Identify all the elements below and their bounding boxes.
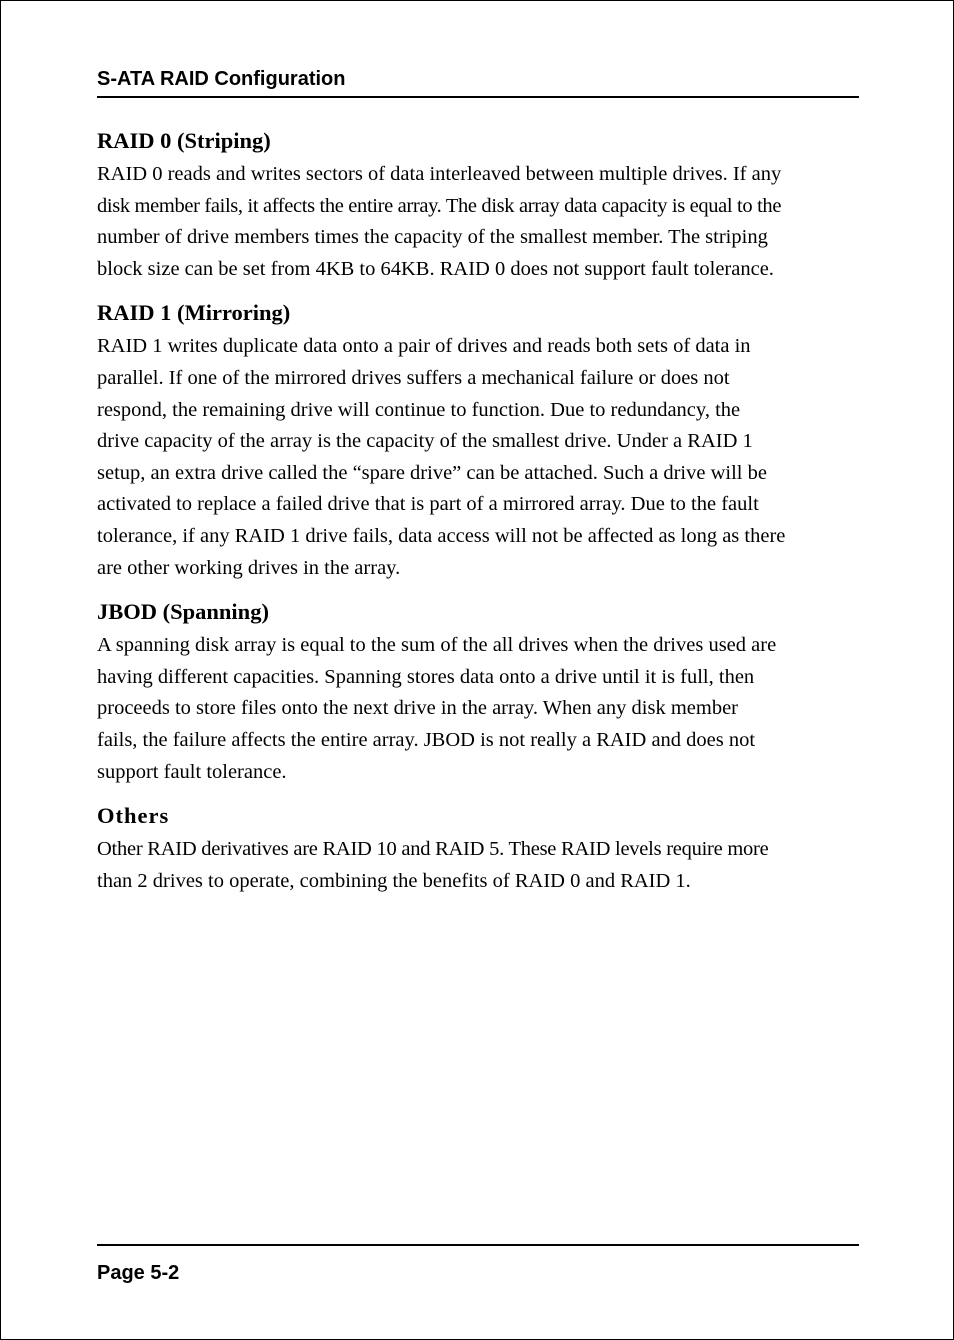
body-line: than 2 drives to operate, combining the benefits of RAID 0 and RAID 1. [97,869,691,892]
section-raid0 [97,125,859,285]
section-body [97,834,859,897]
section-heading: RAID 0 (Striping) [97,128,271,153]
body-line: activated to replace a failed drive that is part of a mirrored array. Due to the fault [97,493,759,516]
body-line: parallel. If one of the mirrored drives suffers a mechanical failure or does not [97,366,730,389]
body-line: having different capacities. Spanning stores data onto a drive until it is full, then [97,665,755,688]
body-line: tolerance, if any RAID 1 drive fails, data access will not be affected as long as there [97,524,786,547]
body-line: number of drive members times the capacity of the smallest member. The striping [97,226,768,249]
body-line: respond, the remaining drive will continue to function. Due to redundancy, the [97,398,741,421]
body-line: A spanning disk array is equal to the sum of the all drives when the drives used are [97,634,777,657]
body-line: are other working drives in the array. [97,556,401,579]
section-heading: RAID 1 (Mirroring) [97,300,291,326]
footer-divider [97,1244,859,1246]
body-line: RAID 1 writes duplicate data onto a pair of drives and reads both sets of data in [97,335,751,358]
body-line: support fault tolerance. [97,760,287,783]
body-line: proceeds to store files onto the next drive in the array. When any disk member [97,697,738,720]
page-header-title: S-ATA RAID Configuration [97,68,346,90]
body-line: disk member fails, it affects the entire array. The disk array data capacity is equal to the [97,194,782,217]
section-body [97,159,859,285]
section-heading: JBOD (Spanning) [97,599,269,625]
header-divider [97,96,859,98]
body-line: setup, an extra drive called the “spare drive” can be attached. Such a drive will be [97,461,767,484]
section-jbod [97,596,859,788]
page-number: Page 5-2 [97,1262,180,1284]
section-heading: Others [97,803,170,829]
body-line: RAID 0 reads and writes sectors of data interleaved between multiple drives. If any [97,163,782,185]
page-content [97,125,859,909]
section-body [97,331,859,584]
section-others [97,800,859,897]
body-line: Other RAID derivatives are RAID 10 and RAID 5. These RAID levels require more [97,838,769,861]
section-body [97,630,859,788]
body-line: fails, the failure affects the entire array. JBOD is not really a RAID and does not [97,728,756,751]
section-raid1 [97,297,859,584]
body-line: block size can be set from 4KB to 64KB. RAID 0 does not support fault tolerance. [97,257,774,280]
body-line: drive capacity of the array is the capacity of the smallest drive. Under a RAID 1 [97,430,753,453]
